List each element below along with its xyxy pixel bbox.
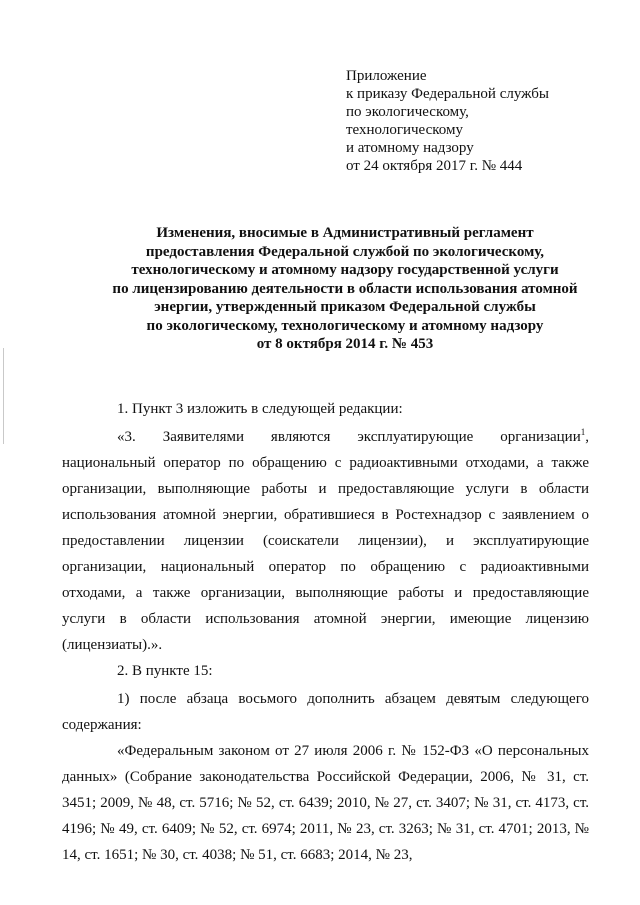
title-line: Изменения, вносимые в Административный регламент	[156, 225, 534, 241]
title-line: от 8 октября 2014 г. № 453	[256, 336, 434, 352]
title-line: предоставления Федеральной службой по экологическому,	[145, 243, 545, 260]
paragraph-text: «3. Заявителями являются эксплуатирующие организации	[117, 429, 581, 445]
paragraph-item-1: 1. Пункт 3 изложить в следующей редакции:	[117, 401, 403, 417]
document-title	[80, 224, 610, 354]
appendix-line: от 24 октября 2017 г. № 444	[346, 158, 523, 174]
scan-edge-mark	[3, 348, 4, 444]
paragraph-item-3-text	[62, 424, 589, 658]
appendix-line: и атомному надзору	[346, 140, 474, 156]
footnote-marker: 1	[580, 427, 586, 437]
paragraph-subitem-1: 1) после абзаца восьмого дополнить абзацем девятым следующего содержания:	[62, 691, 589, 733]
title-line: по экологическому, технологическому и атомному надзору	[146, 317, 544, 334]
paragraph-item-2: 2. В пункте 15:	[117, 663, 213, 679]
title-line: энергии, утвержденный приказом Федеральной службы	[154, 299, 536, 315]
appendix-line: по экологическому,	[346, 104, 469, 120]
title-line: по лицензированию деятельности в области использования атомной	[112, 280, 578, 297]
appendix-line: к приказу Федеральной службы	[346, 86, 550, 102]
appendix-block	[346, 67, 616, 175]
title-line: технологическому и атомному надзору государственной услуги	[131, 262, 559, 278]
paragraph-text: , национальный оператор по обращению с радиоактивными отходами, а также организации, выполняющие работы и предоставляющие услуги в области использования атомной энергии, обратившиеся в Ростехнадзор с заявлением о предоставлении лицензии (соискатели лицензии), и эксплуатирующие организации, национальный оператор по обращению с радиоактивными отходами, а также организации, выполняющие работы и предоставляющие услуги в области использования атомной энергии, имеющие лицензию (лицензиаты).».	[62, 429, 589, 653]
paragraph-quote: «Федеральным законом от 27 июля 2006 г. № 152-ФЗ «О персональных данных» (Собрание законодательства Российской Федерации, 2006, № 31, ст. 3451; 2009, № 48, ст. 5716; № 52, ст. 6439; 2010, № 27, ст. 3407; № 31, ст. 4173, ст. 4196; № 49, ст. 6409; № 52, ст. 6974; 2011, № 23, ст. 3263; № 31, ст. 4701; 2013, № 14, ст. 1651; № 30, ст. 4038; № 51, ст. 6683; 2014, № 23,	[62, 743, 589, 863]
document-body	[62, 396, 589, 868]
appendix-line: технологическому	[346, 122, 463, 138]
appendix-line: Приложение	[346, 68, 427, 84]
